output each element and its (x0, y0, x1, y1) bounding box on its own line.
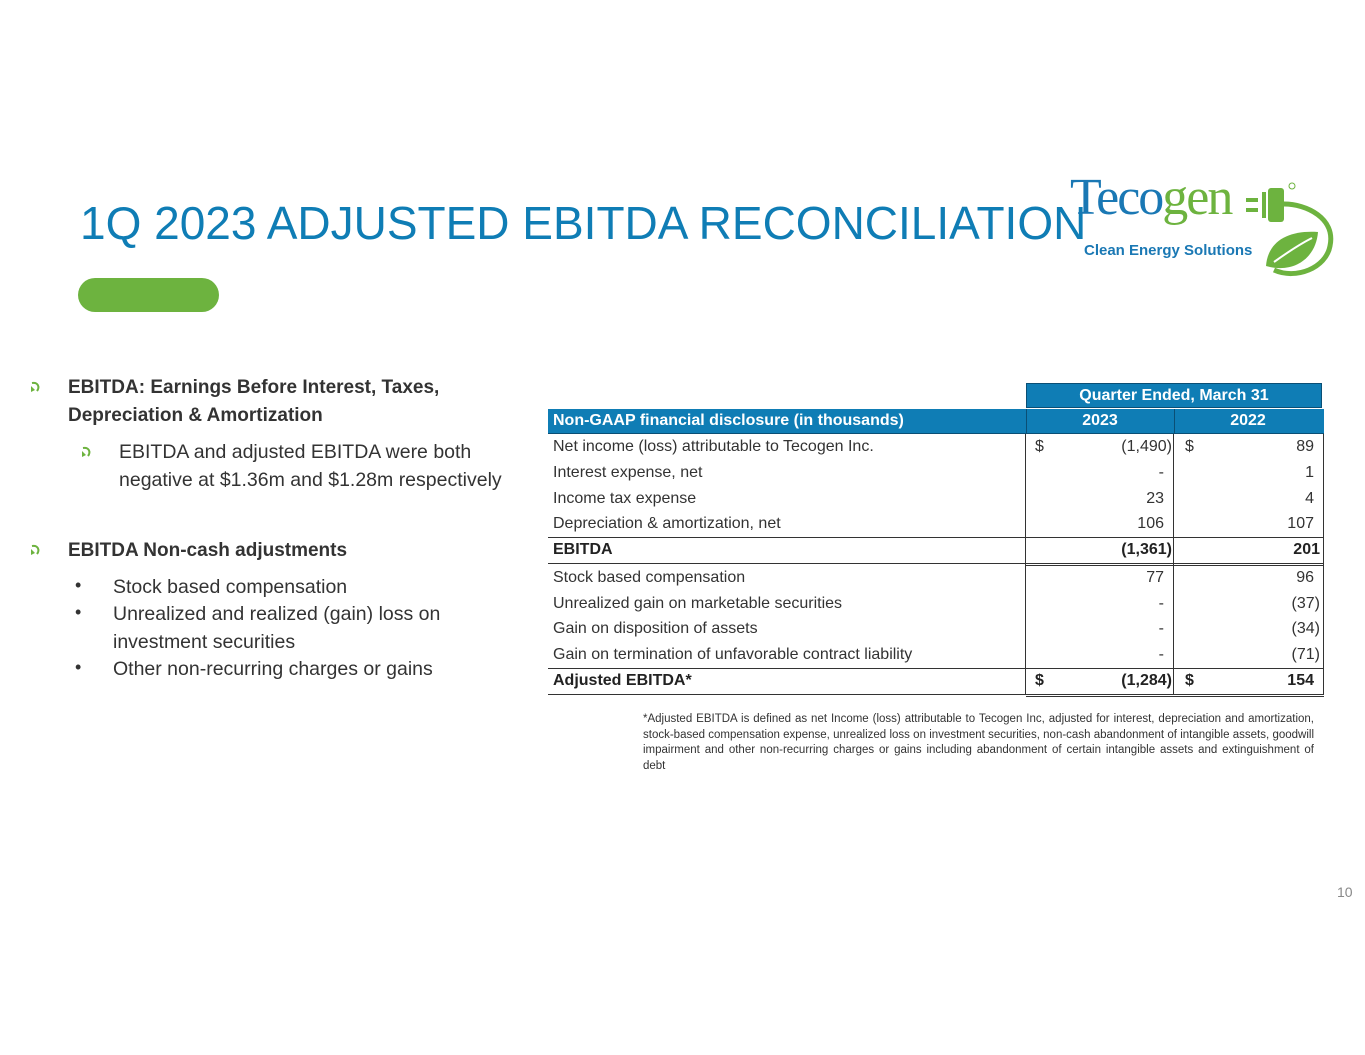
row-divider-double (1026, 696, 1324, 697)
currency-symbol: $ (1035, 672, 1044, 689)
table-row (548, 617, 1324, 642)
row-divider (548, 563, 1026, 564)
dot-bullet: • (75, 657, 82, 677)
table-row (548, 592, 1324, 617)
table-row (548, 566, 1324, 591)
row-label: EBITDA (553, 541, 613, 558)
currency-symbol: $ (1185, 438, 1194, 455)
tecogen-logo (1066, 168, 1338, 280)
bullet-ebitda-definition (68, 374, 439, 430)
value-2023: (1,284) (1121, 672, 1172, 689)
value-2023: 106 (1137, 515, 1164, 532)
table-row (548, 643, 1324, 668)
value-2023: - (1158, 646, 1164, 663)
row-label: Interest expense, net (553, 464, 703, 481)
green-arrow-bullet-icon (29, 381, 41, 393)
value-2023: (1,490) (1121, 438, 1172, 455)
row-label: Unrealized gain on marketable securities (553, 595, 843, 612)
row-label: Income tax expense (553, 490, 697, 507)
table-header-row (548, 409, 1324, 434)
row-label: Adjusted EBITDA* (553, 672, 692, 689)
year-2023-header: 2023 (1082, 412, 1118, 429)
page-number: 10 (1337, 884, 1353, 900)
dot-bullet: • (75, 602, 82, 622)
period-header: Quarter Ended, March 31 (1026, 383, 1322, 408)
adjustment-item-line1: Other non-recurring charges or gains (113, 658, 433, 680)
value-2022: 1 (1305, 464, 1314, 481)
header-separator (1026, 409, 1027, 434)
value-2023: 77 (1146, 569, 1164, 586)
adjusted-ebitda-footnote: *Adjusted EBITDA is defined as net Income (loss) attributable to Tecogen Inc, adjusted for interest, depreciation and amortization, stock-based compensation expense, unrealized loss on investment securities, non-cash abandonment of intangible assets, goodwill impairment and other non-recurring charges or gains including abandonment of certain intangible assets and extinguishment of debt (643, 713, 1314, 772)
currency-symbol: $ (1035, 438, 1044, 455)
value-2022: (34) (1291, 620, 1320, 637)
adjustment-item-line2: investment securities (113, 631, 296, 653)
green-arrow-subbullet-icon (80, 446, 92, 458)
value-2022: 201 (1293, 541, 1320, 558)
dot-bullet: • (75, 575, 82, 595)
subbullet-line2: negative at $1.36m and $1.28m respectively (119, 469, 502, 491)
row-label: Gain on disposition of assets (553, 620, 758, 637)
logo-word-part1: Teco (1070, 169, 1163, 226)
row-label: Stock based compensation (553, 569, 746, 586)
table-row (548, 512, 1324, 537)
plug-leaf-icon (1244, 174, 1336, 280)
row-divider (1026, 563, 1324, 564)
value-2023: - (1158, 620, 1164, 637)
value-2022: (37) (1291, 595, 1320, 612)
adjustment-item-line1: Unrealized and realized (gain) loss on (113, 603, 441, 625)
value-2022: 4 (1305, 490, 1314, 507)
row-label: Gain on termination of unfavorable contract liability (553, 646, 913, 663)
row-divider (548, 694, 1324, 695)
table-row (548, 461, 1324, 486)
currency-symbol: $ (1185, 672, 1194, 689)
bullet-noncash-adjustments: EBITDA Non-cash adjustments (68, 540, 348, 561)
subbullet-ebitda-values (119, 438, 502, 494)
value-2023: - (1158, 464, 1164, 481)
header-separator (1174, 409, 1175, 434)
row-label: Depreciation & amortization, net (553, 515, 781, 532)
table-row-ebitda (548, 538, 1324, 563)
title-accent-bar (78, 278, 219, 312)
adjustment-item (113, 655, 433, 683)
logo-word-part2: gen (1162, 169, 1232, 226)
adjustment-item (113, 573, 347, 601)
logo-tagline: Clean Energy Solutions (1084, 242, 1253, 259)
row-label: Net income (loss) attributable to Tecogen Inc. (553, 438, 874, 455)
label-column-header: Non-GAAP financial disclosure (in thousands) (553, 412, 904, 429)
value-2023: - (1158, 595, 1164, 612)
value-2022: 107 (1287, 515, 1314, 532)
year-2022-header: 2022 (1230, 412, 1266, 429)
adjustment-item (113, 600, 440, 656)
green-arrow-bullet-icon (29, 544, 41, 556)
value-2023: (1,361) (1121, 541, 1172, 558)
value-2022: 154 (1287, 672, 1314, 689)
table-row (548, 435, 1324, 460)
value-2023: 23 (1146, 490, 1164, 507)
value-2022: 96 (1296, 569, 1314, 586)
page-title: 1Q 2023 ADJUSTED EBITDA RECONCILIATION (80, 197, 1087, 249)
bullet-ebitda-line1: EBITDA: Earnings Before Interest, Taxes, (68, 377, 440, 398)
bullet-ebitda-line2: Depreciation & Amortization (68, 405, 323, 426)
value-2022: 89 (1296, 438, 1314, 455)
table-row (548, 487, 1324, 512)
logo-wordmark (1070, 168, 1231, 227)
table-row-adjusted-ebitda (548, 669, 1324, 694)
value-2022: (71) (1291, 646, 1320, 663)
adjustment-item-line1: Stock based compensation (113, 576, 348, 598)
subbullet-line1: EBITDA and adjusted EBITDA were both (119, 441, 472, 463)
